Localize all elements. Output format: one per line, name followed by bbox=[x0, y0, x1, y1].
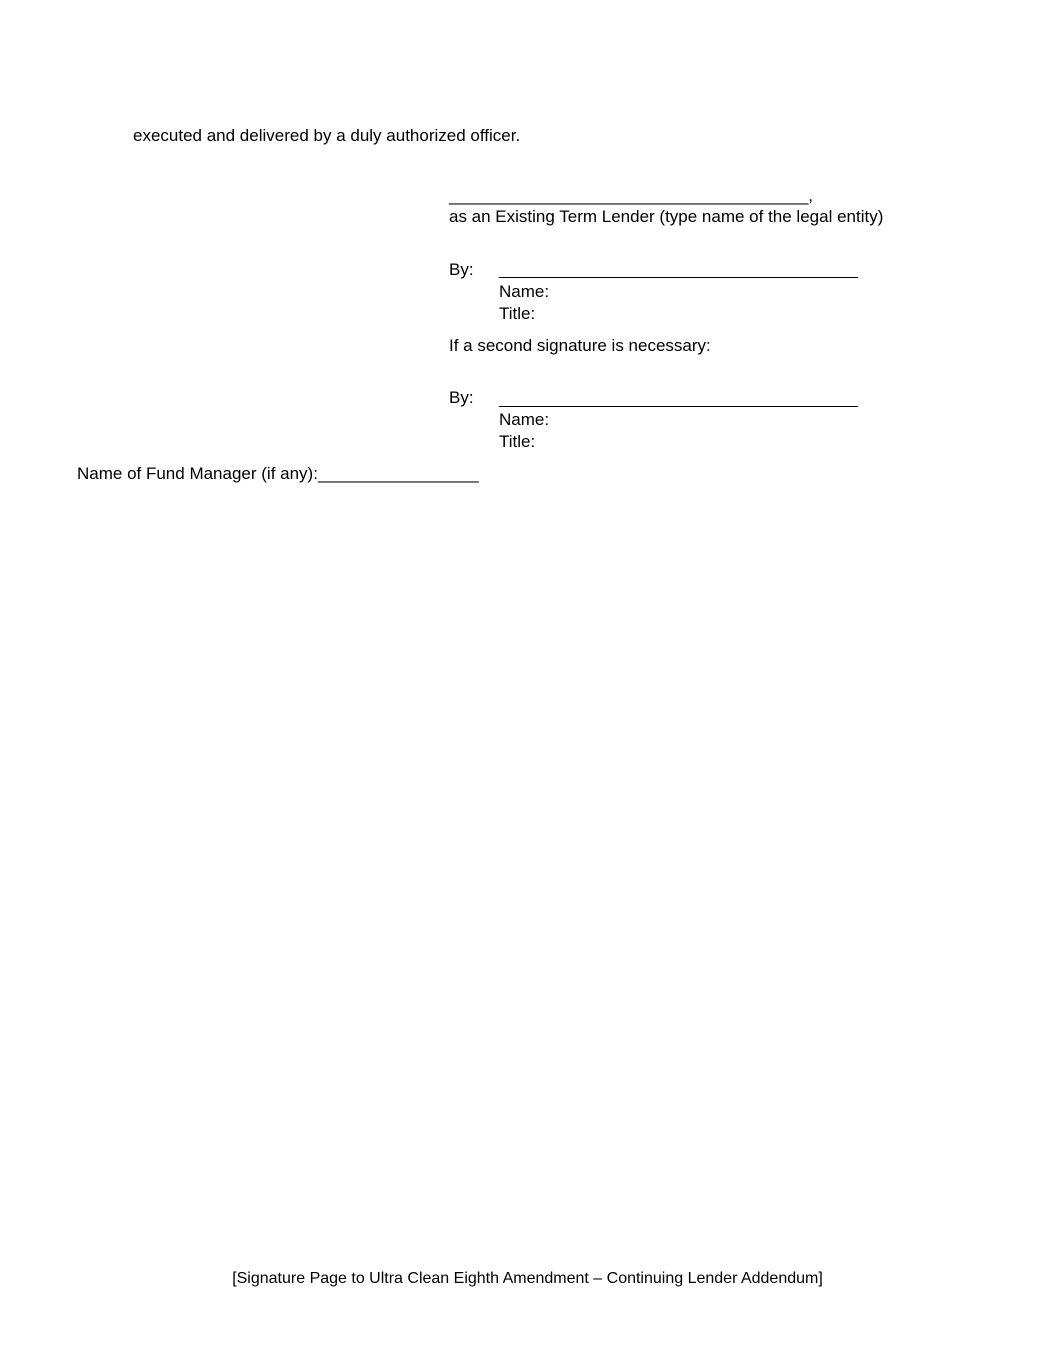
intro-line: executed and delivered by a duly authorized officer. bbox=[133, 126, 521, 145]
by-label: By: bbox=[449, 260, 474, 279]
second-signature-note: If a second signature is necessary: bbox=[449, 336, 711, 355]
page-footer: [Signature Page to Ultra Clean Eighth Amendment – Continuing Lender Addendum] bbox=[232, 1270, 823, 1287]
title-label: Title: bbox=[499, 432, 536, 451]
signature-line[interactable] bbox=[499, 406, 858, 407]
title-label: Title: bbox=[499, 304, 536, 323]
name-label: Name: bbox=[499, 282, 550, 301]
signature-line[interactable] bbox=[499, 277, 858, 278]
fund-manager-blank[interactable]: _________________ bbox=[317, 464, 479, 483]
fund-manager-field bbox=[77, 464, 479, 484]
entity-name-blank[interactable]: ______________________________________, bbox=[449, 186, 813, 205]
entity-caption: as an Existing Term Lender (type name of the legal entity) bbox=[449, 207, 884, 226]
by-label: By: bbox=[449, 388, 474, 407]
fund-manager-label: Name of Fund Manager (if any): bbox=[77, 464, 318, 483]
name-label: Name: bbox=[499, 410, 550, 429]
